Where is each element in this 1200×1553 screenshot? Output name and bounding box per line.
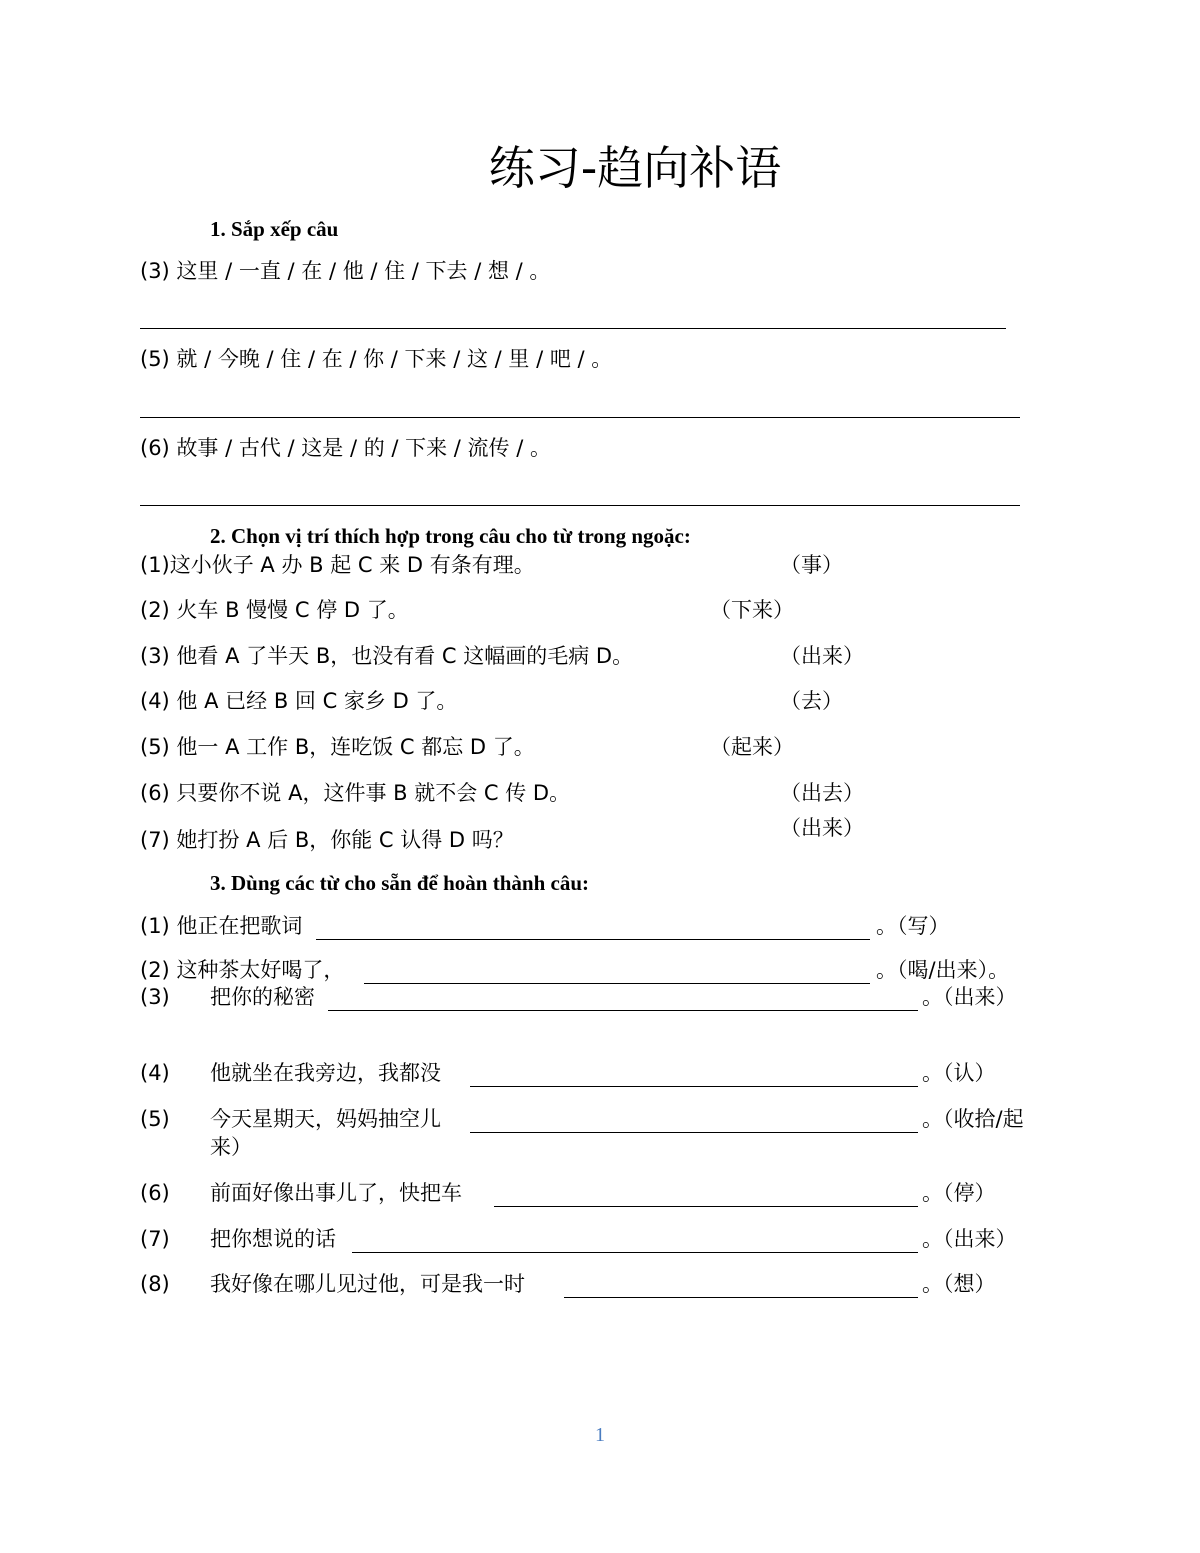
- section2-hint: （出来）: [780, 816, 864, 840]
- section2-hint: （下来）: [710, 598, 794, 622]
- answer-blank[interactable]: [470, 1086, 918, 1087]
- section3-item-2: [140, 955, 344, 985]
- answer-blank[interactable]: [352, 1252, 918, 1253]
- page-number: 1: [595, 1424, 605, 1446]
- answer-blank[interactable]: [316, 939, 870, 940]
- item-hint: 。（出来）: [922, 1227, 1017, 1251]
- item-text: 今天星期天，妈妈抽空儿: [210, 1107, 441, 1131]
- answer-line: [140, 505, 1020, 506]
- section2-item: (2) 火车 B 慢慢 C 停 D 了。: [140, 598, 409, 622]
- section1-item: (3) 这里 / 一直 / 在 / 他 / 住 / 下去 / 想 / 。: [140, 259, 551, 283]
- section2-item: (4) 他 A 已经 B 回 C 家乡 D 了。: [140, 689, 458, 713]
- answer-blank[interactable]: [364, 983, 870, 984]
- item-number: (8): [140, 1272, 170, 1296]
- section2-item: (1)这小伙子 A 办 B 起 C 来 D 有条有理。: [140, 553, 535, 577]
- section2-hint: （事）: [780, 553, 843, 577]
- item-text: 把你想说的话: [210, 1227, 336, 1251]
- item-hint: 。（写）: [876, 914, 950, 938]
- item-number: (2): [140, 958, 170, 982]
- item-number: (4): [140, 1061, 170, 1085]
- section3-item-1: [140, 911, 302, 941]
- answer-line: [140, 328, 1006, 329]
- section2-heading: 2. Chọn vị trí thích hợp trong câu cho từ trong ngoặc:: [210, 524, 691, 548]
- item-number: (1): [140, 914, 170, 938]
- item-number: (5): [140, 1107, 170, 1131]
- item-number: (3): [140, 985, 170, 1009]
- item-number: (6): [140, 1181, 170, 1205]
- section2-item: (6) 只要你不说 A，这件事 B 就不会 C 传 D。: [140, 781, 571, 805]
- item-text: 这种茶太好喝了，: [176, 958, 345, 982]
- section2-hint: （起来）: [710, 735, 794, 759]
- item-hint: 。（认）: [922, 1061, 996, 1085]
- section2-hint: （出去）: [780, 781, 864, 805]
- section2-item: (3) 他看 A 了半天 B，也没有看 C 这幅画的毛病 D。: [140, 644, 634, 668]
- section2-item: (5) 他一 A 工作 B，连吃饭 C 都忘 D 了。: [140, 735, 535, 759]
- answer-blank[interactable]: [494, 1206, 918, 1207]
- page-title: 练习-趋向补语: [488, 141, 782, 195]
- section2-hint: （去）: [780, 689, 843, 713]
- answer-blank[interactable]: [470, 1132, 918, 1133]
- section1-item: (5) 就 / 今晚 / 住 / 在 / 你 / 下来 / 这 / 里 / 吧 / 。: [140, 347, 613, 371]
- item-hint: 。（喝/出来）。: [876, 958, 1010, 982]
- item-hint-continuation: 来）: [210, 1135, 252, 1159]
- answer-line: [140, 417, 1020, 418]
- item-number: (7): [140, 1227, 170, 1251]
- section1-item: (6) 故事 / 古代 / 这是 / 的 / 下来 / 流传 / 。: [140, 436, 551, 460]
- item-text: 把你的秘密: [210, 985, 315, 1009]
- item-hint: 。（出来）: [922, 985, 1017, 1009]
- section2-item: (7) 她打扮 A 后 B，你能 C 认得 D 吗？: [140, 828, 514, 852]
- item-text: 前面好像出事儿了，快把车: [210, 1181, 462, 1205]
- item-hint: 。（想）: [922, 1272, 996, 1296]
- item-text: 他就坐在我旁边，我都没: [210, 1061, 441, 1085]
- item-hint: 。（停）: [922, 1181, 996, 1205]
- section3-heading: 3. Dùng các từ cho sẵn để hoàn thành câu:: [210, 871, 589, 895]
- section1-heading: 1. Sắp xếp câu: [210, 217, 339, 241]
- item-text: 我好像在哪儿见过他，可是我一时: [210, 1272, 525, 1296]
- answer-blank[interactable]: [328, 1010, 918, 1011]
- item-hint: 。（收拾/起: [922, 1107, 1024, 1131]
- section2-hint: （出来）: [780, 644, 864, 668]
- item-text: 他正在把歌词: [176, 914, 303, 938]
- answer-blank[interactable]: [564, 1297, 918, 1298]
